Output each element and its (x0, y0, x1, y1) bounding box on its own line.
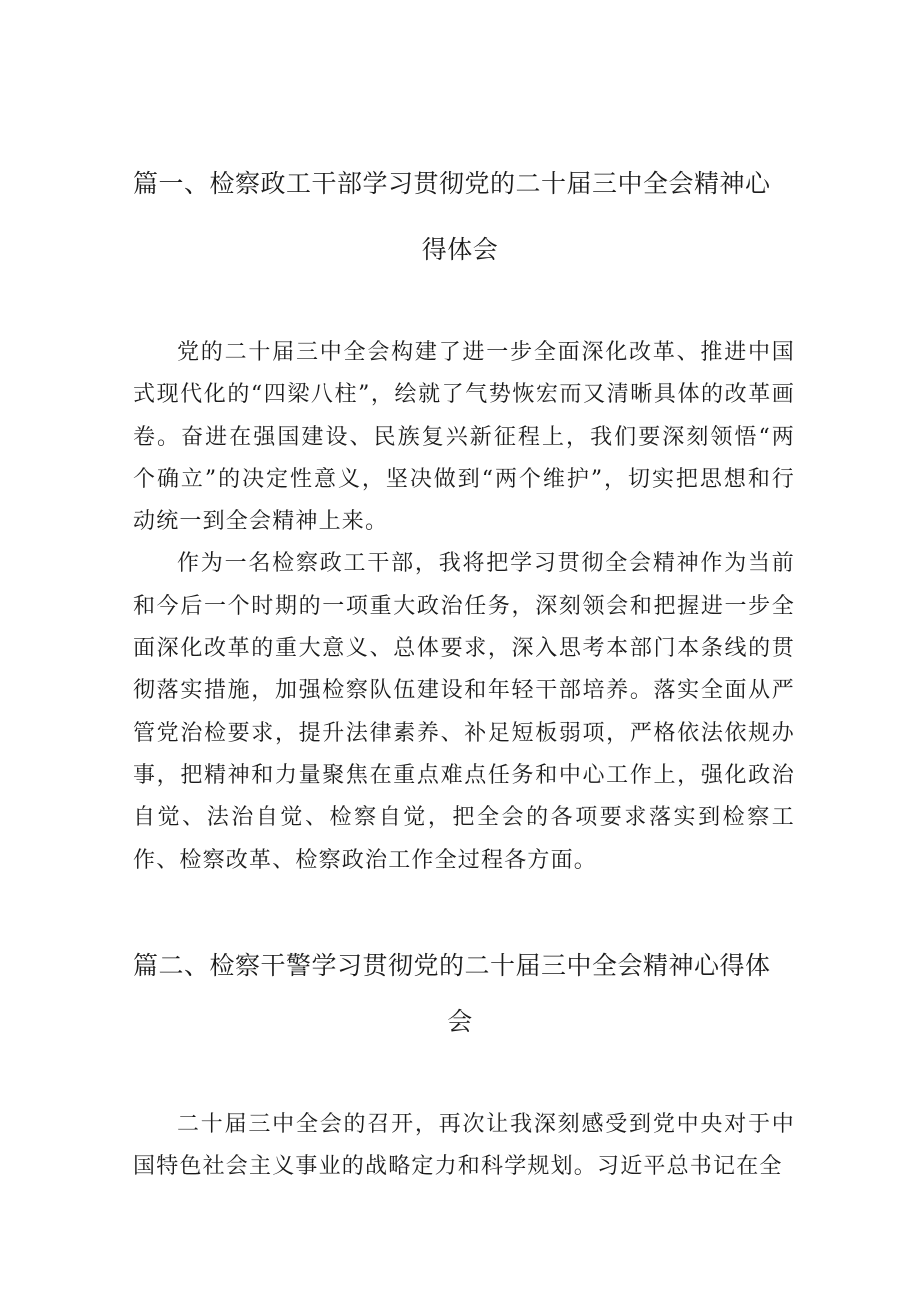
section1-title-line2: 得体会 (421, 235, 499, 264)
section2-paragraph-1: 二十届三中全会的召开，再次让我深刻感受到党中央对于中国特色社会主义事业的战略定力和科学规划。习近平总书记在全 (133, 1112, 795, 1180)
section1-title-line1: 篇一、检察政工干部学习贯彻党的二十届三中全会精神心 (133, 169, 771, 198)
section1-paragraph-2: 作为一名检察政工干部，我将把学习贯彻全会精神作为当前和今后一个时期的一项重大政治任务，深刻领会和把握进一步全面深化改革的重大意义、总体要求，深入思考本部门本条线的贯彻落实措施，加强检察队伍建设和年轻干部培养。落实全面从严管党治检要求，提升法律素养、补足短板弱项，严格依法依规办事，把精神和力量聚焦在重点难点任务和中心工作上，强化政治自觉、法治自觉、检察自觉，把全会的各项要求落实到检察工作、检察改革、检察政治工作全过程各方面。 (133, 551, 795, 873)
section2-body (133, 1104, 795, 1189)
section1-body (133, 332, 795, 882)
section1-paragraph-1: 党的二十届三中全会构建了进一步全面深化改革、推进中国式现代化的“四梁八柱”，绘就了气势恢宏而又清晰具体的改革画卷。奋进在强国建设、民族复兴新征程上，我们要深刻领悟“两个确立”的决定性意义，坚决做到“两个维护”，切实把思想和行动统一到全会精神上来。 (133, 340, 795, 535)
section2-title-line1: 篇二、检察干警学习贯彻党的二十届三中全会精神心得体 (133, 951, 771, 980)
section2-title-line2: 会 (447, 1007, 473, 1036)
